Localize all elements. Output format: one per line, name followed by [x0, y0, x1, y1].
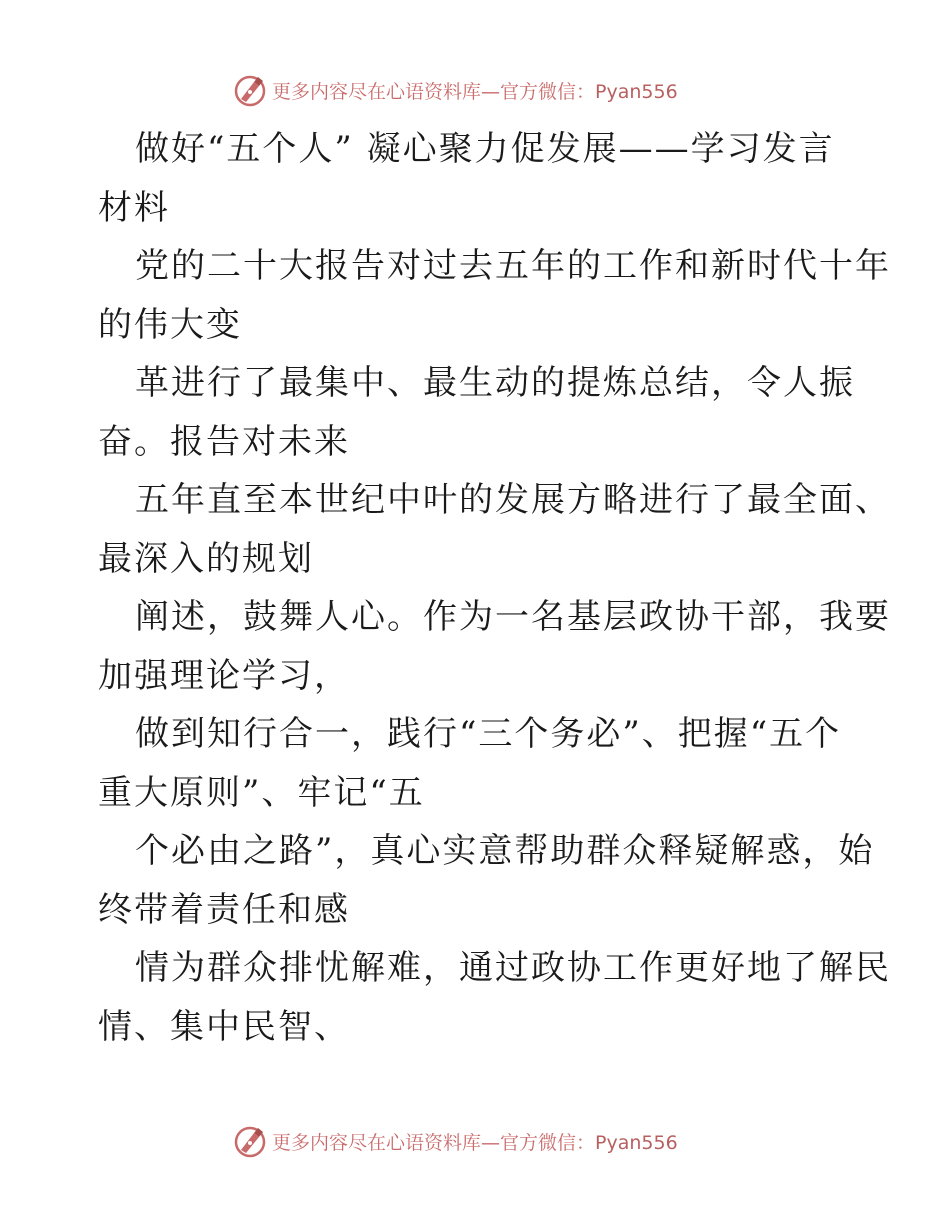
text-line: 五年直至本世纪中叶的发展方略进行了最全面、	[135, 480, 891, 520]
pen-nib-seal-icon	[232, 1123, 268, 1159]
watermark-wechat-id: Pyan556	[595, 1131, 678, 1154]
watermark-text	[272, 1128, 678, 1155]
watermark-text	[272, 77, 678, 104]
text-line: 革进行了最集中、最生动的提炼总结，令人振	[135, 363, 855, 403]
text-line: 奋。报告对未来	[98, 421, 350, 462]
watermark-label: 更多内容尽在心语资料库—官方微信：	[272, 80, 596, 103]
text-line: 材料	[98, 187, 170, 228]
document-body	[98, 120, 891, 1056]
text-line: 做到知行合一，践行“三个务必”、把握“五个	[135, 714, 842, 754]
watermark-wechat-id: Pyan556	[595, 80, 678, 103]
text-line: 情为群众排忧解难，通过政协工作更好地了解民	[135, 948, 891, 988]
text-line: 最深入的规划	[98, 538, 314, 579]
header-watermark	[232, 70, 718, 110]
footer-watermark	[232, 1121, 718, 1161]
text-line: 个必由之路”，真心实意帮助群众释疑解惑，始	[135, 831, 875, 871]
text-line: 阐述，鼓舞人心。作为一名基层政协干部，我要	[135, 597, 891, 637]
text-line: 做好“五个人” 凝心聚力促发展——学习发言	[135, 129, 835, 169]
text-line: 加强理论学习，	[98, 655, 350, 696]
text-line: 重大原则”、牢记“五	[98, 772, 425, 813]
text-line: 终带着责任和感	[98, 889, 350, 930]
pen-nib-seal-icon	[232, 72, 268, 108]
text-line: 情、集中民智、	[98, 1006, 350, 1047]
watermark-label: 更多内容尽在心语资料库—官方微信：	[272, 1131, 596, 1154]
text-line: 党的二十大报告对过去五年的工作和新时代十年	[135, 246, 891, 286]
text-line: 的伟大变	[98, 304, 242, 345]
